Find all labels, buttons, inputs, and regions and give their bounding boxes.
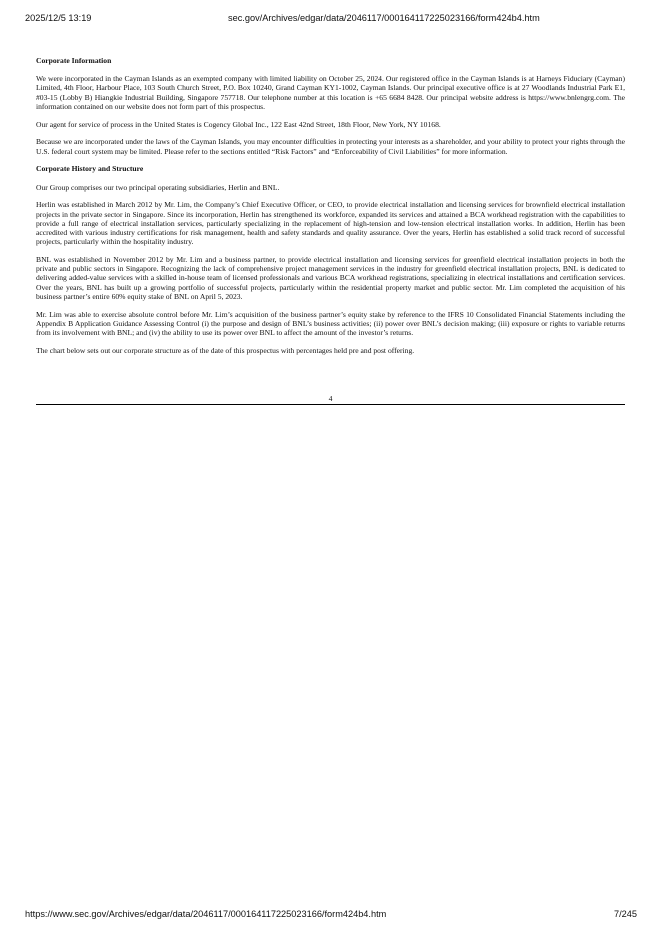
corporate-information-paragraph: We were incorporated in the Cayman Islands as an exempted company with limited liability on October 25, 2024. Our registered office in the Cayman Islands is at Harneys Fiduciary (Cayman) Limited, 4th Floor, Harbour Place, 103 South Church Street, P.O. Box 10240, Grand Cayman KY1-1002, Cayman Islands. Our principal executive office is at 27 Woodlands Industrial Park E1, #03-15 (Lobby B) Hiangkie Industrial Building, Singapore 757718. Our telephone number at this location is +65 6684 8428. Our principal website address is https://www.bnlengrg.com. The information contained on our website does not form part of this prospectus. <box>36 74 625 111</box>
print-footer-url: https://www.sec.gov/Archives/edgar/data/2046117/000164117225023166/form424b4.htm <box>25 909 387 919</box>
herlin-paragraph: Herlin was established in March 2012 by Mr. Lim, the Company’s Chief Executive Officer, or CEO, to provide electrical installation and licensing services for brownfield electrical installation projects in the private sector in Singapore. Since its incorporation, Herlin has strengthened its workforce, expanded its services and attained a BCA workhead registration with the capabilities to provide a full range of electrical installation services, particularly specializing in the replacement of high-tension and low-tension electrical installation works. In addition, Herlin has been accredited with various industry certifications for risk management, health and safety standards and quality assurance. Over the years, Herlin has established a solid track record of successful projects, particularly within the hospitality industry. <box>36 200 625 247</box>
agent-paragraph: Our agent for service of process in the United States is Cogency Global Inc., 122 East 42nd Street, 18th Floor, New York, NY 10168. <box>36 119 441 129</box>
corporate-history-heading: Corporate History and Structure <box>36 164 144 174</box>
print-page-count: 7/245 <box>614 909 637 919</box>
page-divider <box>36 404 625 405</box>
cayman-law-paragraph: Because we are incorporated under the laws of the Cayman Islands, you may encounter difficulties in protecting your interests as a shareholder, and your ability to protect your rights through the U.S. federal court system may be limited. Please refer to the sections entitled “Risk Factors” and “Enforceability of Civil Liabilities” for more information. <box>36 137 625 156</box>
chart-intro-paragraph: The chart below sets out our corporate structure as of the date of this prospectus with percentages held pre and post offering. <box>36 345 415 355</box>
page-number: 4 <box>328 394 333 403</box>
corporate-information-heading: Corporate Information <box>36 56 112 65</box>
print-datetime: 2025/12/5 13:19 <box>25 13 92 23</box>
document-body <box>36 56 625 364</box>
print-header <box>25 13 637 27</box>
group-paragraph: Our Group comprises our two principal operating subsidiaries, Herlin and BNL. <box>36 182 280 192</box>
bnl-paragraph: BNL was established in November 2012 by Mr. Lim and a business partner, to provide electrical installation and licensing services for greenfield electrical installation projects in both the private and public sectors in Singapore. Recognizing the lack of comprehensive project management services in the industry for greenfield electrical installation projects, BNL is dedicated to delivering added-value services with a skilled in-house team of licensed professionals and various BCA workhead registrations, specializing in electrical installations and certification services. Over the years, BNL has built up a growing portfolio of successful projects, particularly within the residential property market and public sector. Mr. Lim completed the acquisition of his business partner’s entire 60% equity stake of BNL on April 5, 2023. <box>36 255 625 301</box>
print-footer <box>25 909 637 923</box>
print-page-title: sec.gov/Archives/edgar/data/2046117/000164117225023166/form424b4.htm <box>228 13 540 23</box>
control-paragraph: Mr. Lim was able to exercise absolute control before Mr. Lim’s acquisition of the business partner’s equity stake by reference to the IFRS 10 Consolidated Financial Statements including the Appendix B Application Guidance Assessing Control (i) the purpose and design of BNL’s business activities; (ii) power over BNL’s decision making; (iii) exposure or rights to variable returns from its involvement with BNL; and (iv) the ability to use its power over BNL to affect the amount of the investor’s returns. <box>36 309 625 338</box>
